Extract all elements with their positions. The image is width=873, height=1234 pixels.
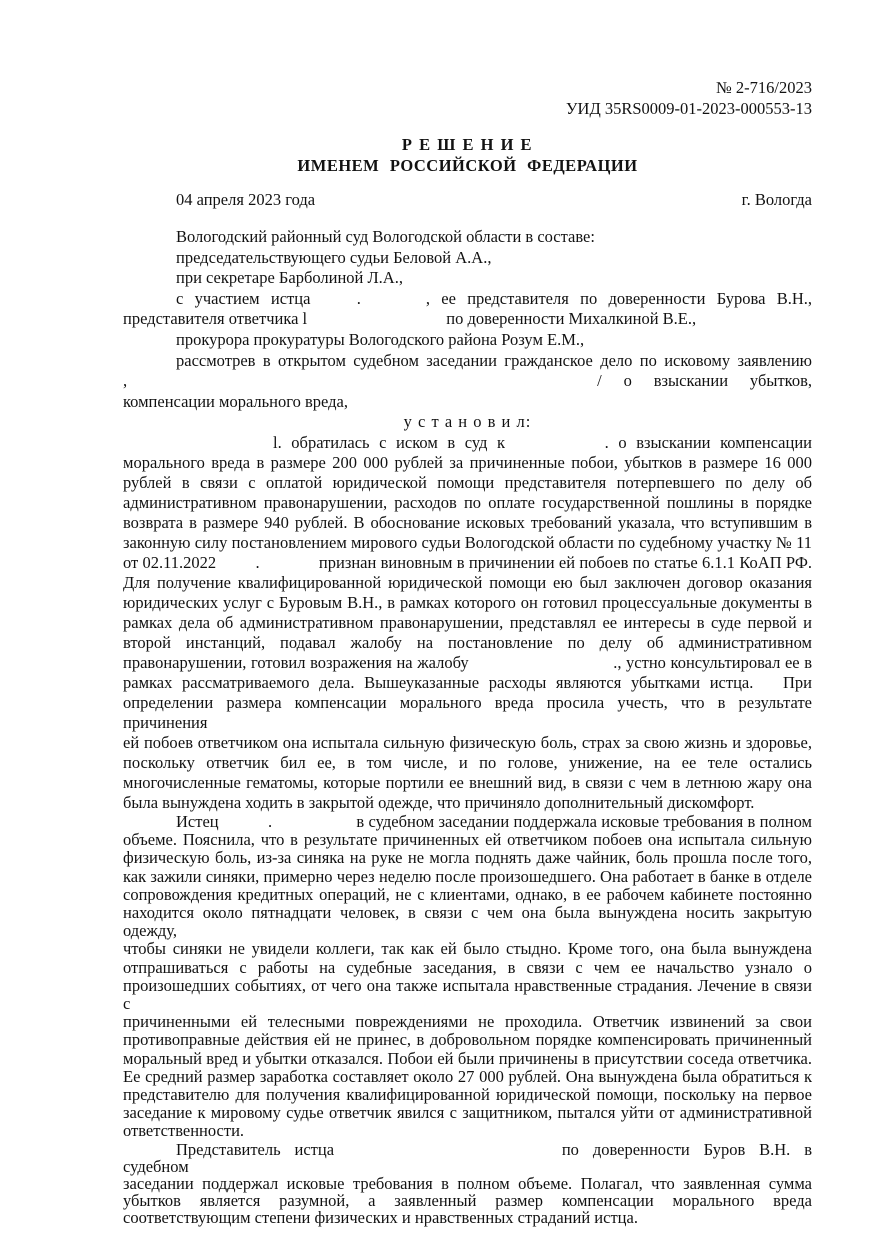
text-line: причиненными ей телесными повреждениями не проходила. Ответчик извинений за свои xyxy=(123,1012,812,1032)
text-line: с участием истца . , ее представителя по доверенности Бурова В.Н., xyxy=(176,288,812,308)
text-line: физическую боль, из-за синяка на руке не могла поднять даже чайник, боль прошла после того, xyxy=(123,848,812,868)
text-line: второй инстанций, подавал жалобу на постановление по делу об административном xyxy=(123,632,812,652)
text-line: объеме. Пояснила, что в результате причиненных ей ответчиком побоев она испытала сильную xyxy=(123,830,812,850)
redaction-gap xyxy=(260,567,315,568)
case-header xyxy=(123,78,812,119)
text-line: , / о взыскании убытков, xyxy=(123,371,812,391)
redaction-gap xyxy=(223,826,268,827)
text-line: рамках дела об административном правонарушении, представлял ее интересы в суде первой и xyxy=(123,612,812,632)
text-line: возврата в размере 940 рублей. В обоснование исковых требований указала, что вступившим в xyxy=(123,512,812,532)
spacer xyxy=(123,119,812,135)
text-line: административном правонарушении, расходов по оплате государственной пошлины в порядке xyxy=(123,492,812,512)
text-line: находится около пятнадцати человек, в связи с чем она была вынуждена носить закрытую одежду, xyxy=(123,902,812,941)
text-line: Вологодский районный суд Вологодской области в составе: xyxy=(176,226,595,246)
spacer xyxy=(123,176,812,190)
redaction-gap xyxy=(272,826,352,827)
case-uid: УИД 35RS0009-01-2023-000553-13 xyxy=(565,98,812,118)
document-subtitle: ИМЕНЕМ РОССИЙСКОЙ ФЕДЕРАЦИИ xyxy=(297,155,638,175)
text-line: произошедших событиях, от чего она также испытала нравственные страдания. Лечение в связи с xyxy=(123,975,812,1013)
ustanovil-heading: у с т а н о в и л: xyxy=(403,412,532,432)
text-line: была вынуждена ходить в закрытой одежде, что причиняло дополнительный дискомфорт. xyxy=(123,792,755,812)
court-composition-section xyxy=(123,227,812,412)
text-line: l. обратилась с иском в суд к . о взыскании компенсации xyxy=(123,433,812,453)
date-place-row xyxy=(123,190,812,211)
text-line: сопровождения кредитных операций, не с клиентами, однако, в ее рабочем кабинете постоянно xyxy=(123,884,812,904)
redaction-gap xyxy=(221,567,256,568)
text-line: определении размера компенсации морального вреда просила учесть, что в результате причинения xyxy=(123,692,812,732)
text-line: ей побоев ответчиком она испытала сильную физическую боль, страх за свою жизнь и здоровье, xyxy=(123,732,812,752)
text-line: отпрашиваться с работы на судебные заседания, в связи с чем ее начальство узнало о xyxy=(123,957,812,977)
text-line: представителя ответчика l по доверенности Михалкиной В.Е., xyxy=(123,309,697,329)
text-line: Для получение квалифицированной юридической помощи ею был заключен договор оказания xyxy=(123,572,812,592)
decision-date: 04 апреля 2023 года xyxy=(176,190,316,210)
text-line: прокурора прокуратуры Вологодского района Розум Е.М., xyxy=(176,329,585,349)
text-line: соответствующим степени физических и нравственных страданий истца. xyxy=(123,1207,638,1227)
text-line: заседании поддержал исковые требования в полном объеме. Полагал, что заявленная сумма xyxy=(123,1173,812,1193)
text-line: рассмотрев в открытом судебном заседании гражданское дело по исковому заявлению xyxy=(176,350,812,370)
document-title: Р Е Ш Е Н И Е xyxy=(401,135,534,155)
text-line: правонарушении, готовил возражения на жалобу ., устно консультировал ее в xyxy=(123,652,812,672)
text-line: представителю для получения квалифицированной юридической помощи, поскольку на первое xyxy=(123,1084,812,1104)
text-line: юридических услуг с Буровым В.Н., в рамках которого он готовил процессуальные документы в xyxy=(123,592,812,612)
redaction-gap xyxy=(473,667,613,668)
text-line: многочисленные гематомы, которые портили ее внешний вид, в связи с чем в летнюю жару она xyxy=(123,772,812,792)
text-line: ответственности. xyxy=(123,1121,245,1141)
redaction-gap xyxy=(348,1154,548,1155)
text-line: от 02.11.2022 . признан виновным в причинении ей побоев по статье 6.1.1 КоАП РФ. xyxy=(123,552,812,572)
case-number: № 2-716/2023 xyxy=(716,78,812,97)
representative-statement-paragraph xyxy=(123,1141,812,1226)
text-line: Ее средний размер заработка составляет около 27 000 рублей. Она вынуждена была обратиться к xyxy=(123,1066,812,1086)
text-line: морального вреда в размере 200 000 рублей за причиненные побои, убытков в размере 16 000 xyxy=(123,452,812,472)
text-line: компенсации морального вреда, xyxy=(123,391,348,411)
spacer xyxy=(123,211,812,227)
text-line: законную силу постановлением мирового судьи Вологодской области по судебному участку № 11 xyxy=(123,532,812,552)
redaction-gap xyxy=(763,687,783,688)
text-line: при секретаре Барболиной Л.А., xyxy=(176,268,403,288)
text-line: как зажили синяки, примерно через неделю после произошедшего. Она работает в банке в отделе xyxy=(123,866,812,886)
text-line: убытков является разумной, а заявленный размер компенсации морального вреда xyxy=(123,1190,812,1210)
text-line: противоправные действия ей не принес, в добровольном порядке компенсировать причиненный xyxy=(123,1030,812,1050)
decision-city: г. Вологда xyxy=(741,190,812,210)
redaction-gap xyxy=(322,303,357,304)
text-line: рамках рассматриваемого дела. Вышеуказанные расходы являются убытками истца. При xyxy=(123,672,812,692)
text-line: Истец . в судебном заседании поддержала исковые требования в полном xyxy=(176,811,812,831)
redaction-gap xyxy=(515,447,605,448)
text-line: председательствующего судьи Беловой А.А., xyxy=(176,247,492,267)
text-line: Представитель истца по доверенности Буров В.Н. в судебном xyxy=(123,1139,812,1176)
text-line: поскольку ответчик бил ее, в том числе, и по голове, унижение, на ее теле остались xyxy=(123,752,812,772)
redaction-gap xyxy=(123,447,273,448)
claim-statement-paragraph xyxy=(123,433,812,813)
text-line: чтобы синяки не увидели коллеги, так как ей было стыдно. Кроме того, она была вынуждена xyxy=(123,939,812,959)
text-line: заседание к мировому судье ответчик явился с защитником, пытался уйти от административной xyxy=(123,1103,812,1123)
text-line: рублей в связи с оплатой юридической помощи представителя потерпевшего по делу об xyxy=(123,472,812,492)
plaintiff-testimony-paragraph xyxy=(123,813,812,1141)
text-line: моральный вред и убытки отказался. Побои ей были причинены в присутствии соседа ответчика. xyxy=(123,1048,812,1068)
redaction-gap xyxy=(307,323,442,324)
redaction-gap xyxy=(361,303,426,304)
redaction-gap xyxy=(127,385,597,386)
